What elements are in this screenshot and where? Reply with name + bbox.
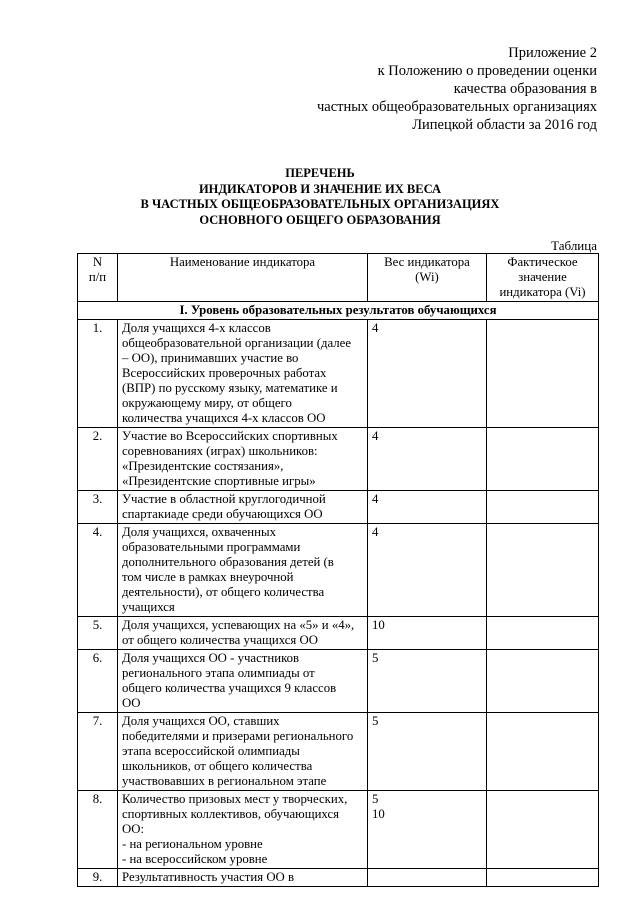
indicator-name: [118, 650, 368, 713]
indicator-name-line: Количество призовых мест у творческих,: [122, 792, 348, 806]
indicator-weight: [368, 791, 487, 869]
indicator-name-line: ОО:: [122, 822, 145, 836]
table-header-row: [78, 254, 599, 302]
indicator-name-line: Всероссийских проверочных работах: [122, 366, 327, 380]
indicator-name-line: Участие во Всероссийских спортивных: [122, 429, 338, 443]
title-line: ПЕРЕЧЕНЬ: [285, 166, 355, 180]
header-text: значение: [518, 270, 567, 284]
appendix-line: к Положению о проведении оценки: [377, 63, 597, 79]
weight-value: 4: [372, 525, 379, 539]
table-row: [78, 428, 599, 491]
indicator-name-line: победителями и призерами регионального: [122, 729, 354, 743]
indicator-name-line: общеобразовательной организации (далее: [122, 336, 352, 350]
indicator-name-line: «Президентские состязания»,: [122, 459, 284, 473]
indicator-name: [118, 791, 368, 869]
indicator-name: [118, 524, 368, 617]
indicator-name-line: спортивных коллективов, обучающихся: [122, 807, 340, 821]
weight-value: 4: [372, 321, 379, 335]
row-number: 8.: [78, 791, 118, 869]
indicators-table: [77, 253, 599, 887]
indicator-name-line: Доля учащихся ОО - участников: [122, 651, 300, 665]
appendix-line: Липецкой области за 2016 год: [412, 117, 597, 133]
row-number: 9.: [78, 869, 118, 887]
appendix-heading: [197, 44, 597, 134]
row-number: 7.: [78, 713, 118, 791]
appendix-line: качества образования в: [453, 81, 597, 97]
indicator-name-line: Доля учащихся 4-х классов: [122, 321, 271, 335]
indicator-actual-value: [487, 617, 599, 650]
indicator-actual-value: [487, 650, 599, 713]
table-row: [78, 491, 599, 524]
indicator-weight: [368, 524, 487, 617]
header-actual: [487, 254, 599, 302]
appendix-line: частных общеобразовательных организациях: [316, 99, 597, 115]
indicator-actual-value: [487, 491, 599, 524]
header-text: N: [92, 255, 103, 269]
indicator-name-line: участвовавших в региональном этапе: [122, 774, 327, 788]
indicator-name-line: Доля учащихся, успевающих на «5» и «4»,: [122, 618, 355, 632]
table-row: [78, 791, 599, 869]
indicator-name-line: «Президентские спортивные игры»: [122, 474, 316, 488]
indicator-actual-value: [487, 869, 599, 887]
indicator-name-line: Участие в областной круглогодичной: [122, 492, 326, 506]
indicator-name-line: образовательными программами: [122, 540, 301, 554]
table-row: [78, 524, 599, 617]
section-row: [78, 302, 599, 320]
indicator-actual-value: [487, 713, 599, 791]
weight-value: 5: [372, 651, 379, 665]
indicator-name-line: регионального этапа олимпиады от: [122, 666, 315, 680]
indicator-weight: [368, 650, 487, 713]
title-line: ИНДИКАТОРОВ И ЗНАЧЕНИЕ ИХ ВЕСА: [198, 181, 442, 196]
header-text: индикатора (Vi): [499, 285, 586, 299]
weight-value: 4: [372, 492, 379, 506]
indicator-name-line: ОО: [122, 696, 141, 710]
row-number: 2.: [78, 428, 118, 491]
indicator-name-line: общего количества учащихся 9 классов: [122, 681, 337, 695]
indicator-name-line: Доля учащихся, охваченных: [122, 525, 276, 539]
weight-value: 10: [372, 618, 385, 632]
indicator-name-line: том числе в рамках внеурочной: [122, 570, 294, 584]
table-row: [78, 869, 599, 887]
row-number: 5.: [78, 617, 118, 650]
indicator-name-line: количества учащихся 4-х классов ОО: [122, 411, 326, 425]
header-text: Наименование индикатора: [169, 255, 316, 269]
row-number: 3.: [78, 491, 118, 524]
table-row: [78, 617, 599, 650]
indicator-name: [118, 320, 368, 428]
indicator-weight: [368, 428, 487, 491]
indicator-name-line: школьников, от общего количества: [122, 759, 313, 773]
indicator-name-line: дополнительного образования детей (в: [122, 555, 334, 569]
table-caption: Таблица: [551, 238, 597, 253]
indicator-actual-value: [487, 320, 599, 428]
indicator-name: [118, 617, 368, 650]
header-text: п/п: [88, 270, 107, 284]
indicator-name-line: Доля учащихся ОО, ставших: [122, 714, 280, 728]
appendix-line: Приложение 2: [508, 45, 597, 61]
indicator-name-line: этапа всероссийской олимпиады: [122, 744, 300, 758]
indicator-name-line: Результативность участия ОО в: [122, 870, 295, 884]
table-row: [78, 650, 599, 713]
indicator-name-line: - на всероссийском уровне: [122, 852, 268, 866]
indicator-name: [118, 428, 368, 491]
row-number: 1.: [78, 320, 118, 428]
title-line: ОСНОВНОГО ОБЩЕГО ОБРАЗОВАНИЯ: [199, 212, 441, 227]
weight-value: 4: [372, 429, 379, 443]
indicator-name: [118, 713, 368, 791]
indicator-name-line: соревнованиях (играх) школьников:: [122, 444, 318, 458]
header-text: Фактическое: [507, 255, 578, 269]
indicator-name-line: окружающему миру, от общего: [122, 396, 292, 410]
indicator-name-line: учащихся: [122, 600, 175, 614]
indicator-name-line: – ОО), принимавших участие во: [122, 351, 299, 365]
header-text: Вес индикатора: [384, 255, 470, 269]
header-weight: [368, 254, 487, 302]
indicator-weight: [368, 713, 487, 791]
indicator-name-line: - на региональном уровне: [122, 837, 263, 851]
indicator-name-line: от общего количества учащихся ОО: [122, 633, 318, 647]
indicator-name-line: (ВПР) по русскому языку, математике и: [122, 381, 338, 395]
table-row: [78, 713, 599, 791]
header-text: (Wi): [415, 270, 439, 284]
weight-value: 5: [372, 792, 379, 806]
indicator-weight: [368, 320, 487, 428]
row-number: 4.: [78, 524, 118, 617]
indicator-weight: [368, 869, 487, 887]
indicator-weight: [368, 491, 487, 524]
weight-value: 10: [372, 807, 385, 821]
row-number: 6.: [78, 650, 118, 713]
indicator-name: [118, 491, 368, 524]
weight-value: 5: [372, 714, 379, 728]
indicator-name-line: деятельности), от общего количества: [122, 585, 325, 599]
indicator-actual-value: [487, 791, 599, 869]
indicator-name-line: спартакиаде среди обучающихся ОО: [122, 507, 323, 521]
document-title: [0, 166, 640, 228]
indicator-weight: [368, 617, 487, 650]
section-title: I. Уровень образовательных результатов обучающихся: [78, 302, 599, 320]
table-row: [78, 320, 599, 428]
header-name: [118, 254, 368, 302]
indicator-actual-value: [487, 428, 599, 491]
header-num: [78, 254, 118, 302]
indicator-name: [118, 869, 368, 887]
title-line: В ЧАСТНЫХ ОБЩЕОБРАЗОВАТЕЛЬНЫХ ОРГАНИЗАЦИЯХ: [140, 197, 500, 211]
indicator-actual-value: [487, 524, 599, 617]
